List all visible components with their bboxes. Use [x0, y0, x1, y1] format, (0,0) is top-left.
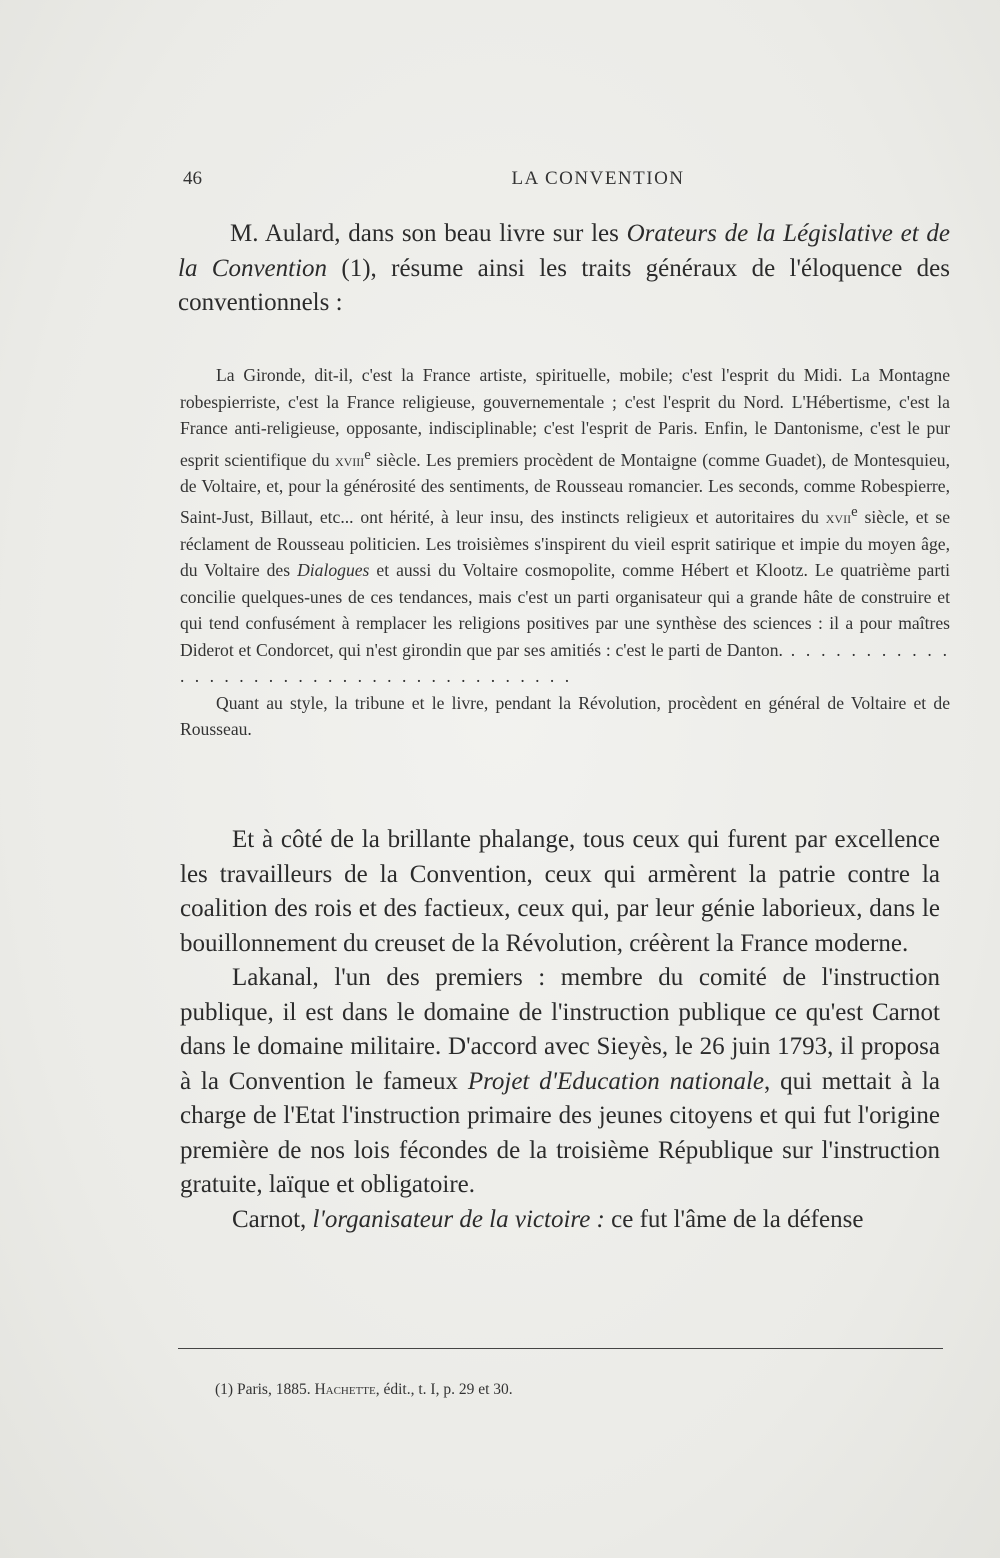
intro-text-2: (1), résume ainsi les traits généraux de l'éloquence des conventionnels : — [178, 254, 950, 316]
phalange-paragraph: Et à côté de la brillante phalange, tous ceux qui furent par excellence les travailleurs de la Convention, ceux qui armèrent la patrie contre la coalition des rois et des factieux, ceux qui, par leur génie laborieux, dans le bouillonnement du creuset de la Révolution, créèrent la France moderne. — [180, 826, 940, 957]
main-text-block — [180, 823, 940, 1237]
intro-paragraph — [178, 217, 950, 321]
quote-paragraph-1: La Gironde, dit-il, c'est la France artiste, spirituelle, mobile; c'est l'esprit du Midi. La Montagne robespierriste, c'est la France religieuse, gouvernementale ; c'est l'esprit du Nord. L'Hébertisme, c'est la France anti-religieuse, opposante, indisciplinable; c'est l'esprit de Paris. Enfin, le Dantonisme, c'est le pur esprit scientifique du xviii$^e$ siècle. Les premiers procèdent de Montaigne (comme Guadet), de Montesquieu, de Voltaire, et, pour la générosité des sentiments, de Rousseau romancier. Les seconds, comme Robespierre, Saint-Just, Billaut, etc... ont hérité, à leur insu, des instincts religieux et autoritaires du xvii$^e$ siècle, et se réclament de Rousseau politicien. Les troisièmes s'inspirent du vieil esprit satirique et impie du moyen âge, du Voltaire des Dialogues et aussi du Voltaire cosmopolite, comme Hébert et Klootz. Le quatrième parti concilie quelques-unes de ces tendances, mais c'est un parti organisateur qui a grande hâte de construire et qui tend confusément à remplacer les religions positives par une synthèse des sciences : il a pour maîtres Diderot et Condorcet, qui n'est girondin que par ses amitiés : c'est le parti de Danton. . . . . . . . . . . . . . . . . . . . . . . . . . . . . . . . . . . . . . . — [180, 365, 951, 687]
footnote-divider — [178, 1348, 943, 1349]
footnote-publisher: Hachette — [314, 1381, 376, 1398]
carnot-paragraph: Carnot, l'organisateur de la victoire : ce fut l'âme de la défense — [232, 1205, 864, 1233]
carnot-epithet: l'organisateur de la victoire : — [312, 1205, 605, 1233]
page-header — [183, 168, 953, 200]
page-number: 46 — [183, 168, 202, 189]
quote-paragraph-2: Quant au style, la tribune et le livre, pendant la Révolution, procèdent en général de Voltaire et de Rousseau. — [180, 692, 950, 740]
intro-text-1: M. Aulard, dans son beau livre sur les — [230, 220, 627, 247]
footnote: (1) Paris, 1885. Hachette, édit., t. I, p. 29 et 30. — [215, 1381, 513, 1398]
projet-education-title: Projet d'Education nationale — [467, 1067, 765, 1095]
lakanal-paragraph: Lakanal, l'un des premiers : membre du comité de l'instruction publique, il est dans le domaine de l'instruction publique ce qu'est Carnot dans le domaine militaire. D'accord avec Sieyès, le 26 juin 1793, il proposa à la Convention le fameux Projet d'Education nationale, qui mettait à la charge de l'Etat l'instruction primaire des jeunes citoyens et qui fut l'origine première de nos lois fécondes de la troisième République sur l'instruction gratuite, laïque et obligatoire. — [180, 964, 940, 1198]
footnote-marker: (1) — [215, 1381, 234, 1398]
ellipsis-dots: . . . . . . . . . . . . . . . . . . . . . . . . . . . . . . . . . . . . . . — [180, 639, 951, 687]
dialogues-title: Dialogues — [297, 560, 370, 581]
block-quote — [180, 362, 950, 743]
running-title: LA CONVENTION — [511, 168, 685, 189]
intro-book-title: Orateurs de la Législative et de la Convention — [178, 220, 950, 282]
